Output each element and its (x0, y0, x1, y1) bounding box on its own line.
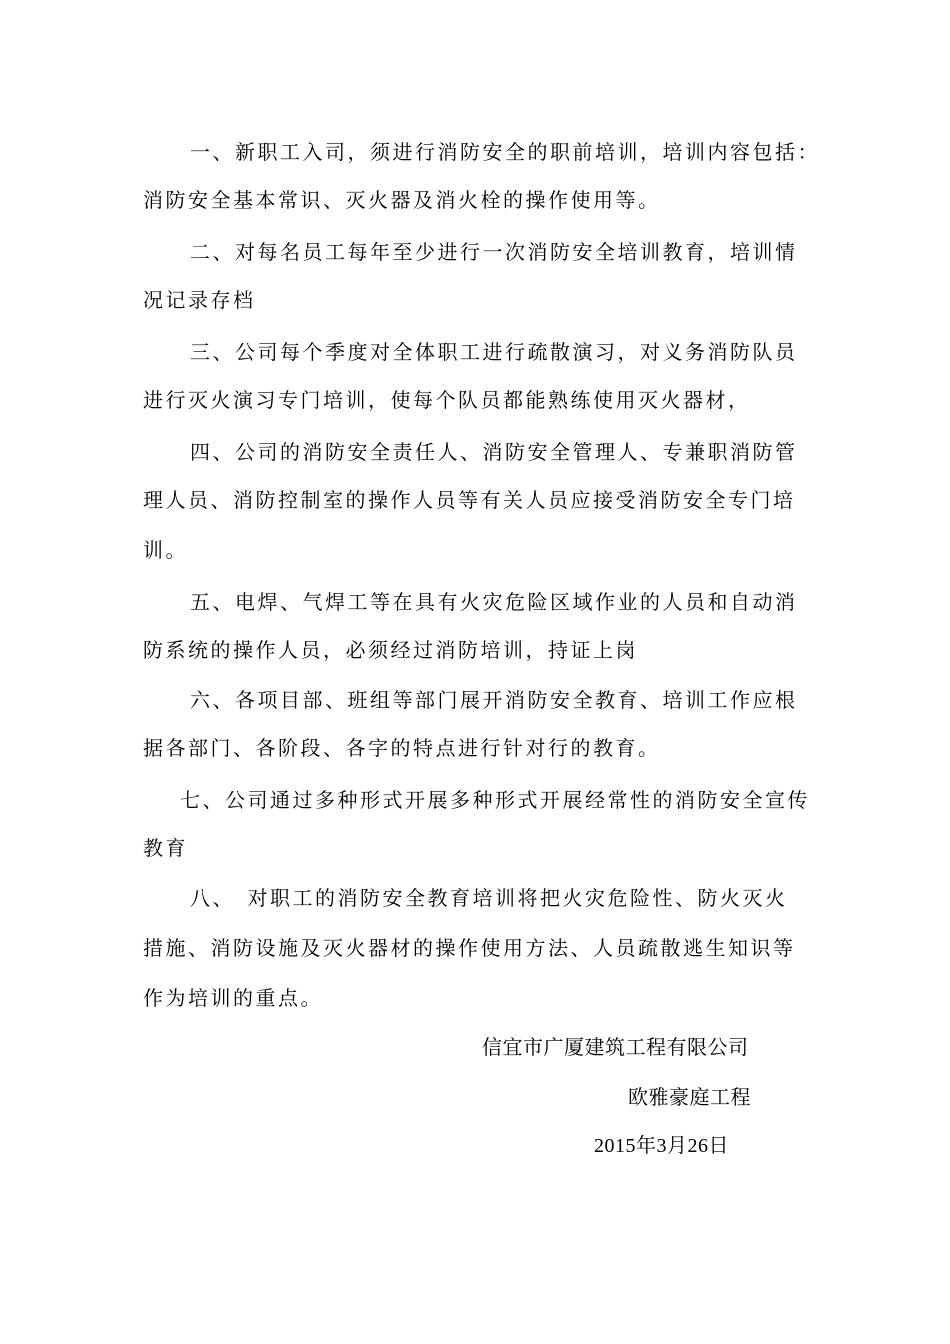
paragraph-3-line-2: 进行灭火演习专门培训，使每个队员都能熟练使用灭火器材， (143, 388, 751, 412)
paragraph-1-line-2: 消防安全基本常识、灭火器及消火栓的操作使用等。 (143, 188, 661, 212)
paragraph-8-line-1: 八、 对职工的消防安全教育培训将把火灾危险性、防火灭火 (190, 886, 788, 910)
paragraph-8-line-3: 作为培训的重点。 (143, 986, 323, 1010)
paragraph-5-line-2: 防系统的操作人员，必须经过消防培训，持证上岗 (143, 638, 638, 662)
paragraph-6-line-1: 六、各项目部、班组等部门展开消防安全教育、培训工作应根 (190, 688, 798, 712)
paragraph-3-line-1: 三、公司每个季度对全体职工进行疏散演习，对义务消防队员 (190, 340, 798, 364)
paragraph-5-line-1: 五、电焊、气焊工等在具有火灾危险区域作业的人员和自动消 (190, 590, 798, 614)
paragraph-4-line-3: 训。 (143, 538, 188, 562)
signature-company: 信宜市广厦建筑工程有限公司 (482, 1037, 749, 1059)
paragraph-2-line-2: 况记录存档 (143, 288, 256, 312)
signature-date: 2015年3月26日 (594, 1135, 729, 1157)
paragraph-2-line-1: 二、对每名员工每年至少进行一次消防安全培训教育，培训情 (190, 240, 798, 264)
paragraph-7-line-2: 教育 (143, 836, 188, 860)
paragraph-1-line-1: 一、新职工入司，须进行消防安全的职前培训，培训内容包括： (190, 140, 820, 164)
paragraph-4-line-2: 理人员、消防控制室的操作人员等有关人员应接受消防安全专门培 (143, 488, 796, 512)
paragraph-7-line-1: 七、公司通过多种形式开展多种形式开展经常性的消防安全宣传 (180, 788, 810, 812)
paragraph-6-line-2: 据各部门、各阶段、各字的特点进行针对行的教育。 (143, 736, 661, 760)
paragraph-4-line-1: 四、公司的消防安全责任人、消防安全管理人、专兼职消防管 (190, 440, 798, 464)
paragraph-8-line-2: 措施、消防设施及灭火器材的操作使用方法、人员疏散逃生知识等 (143, 936, 796, 960)
signature-project: 欧雅豪庭工程 (628, 1087, 751, 1109)
